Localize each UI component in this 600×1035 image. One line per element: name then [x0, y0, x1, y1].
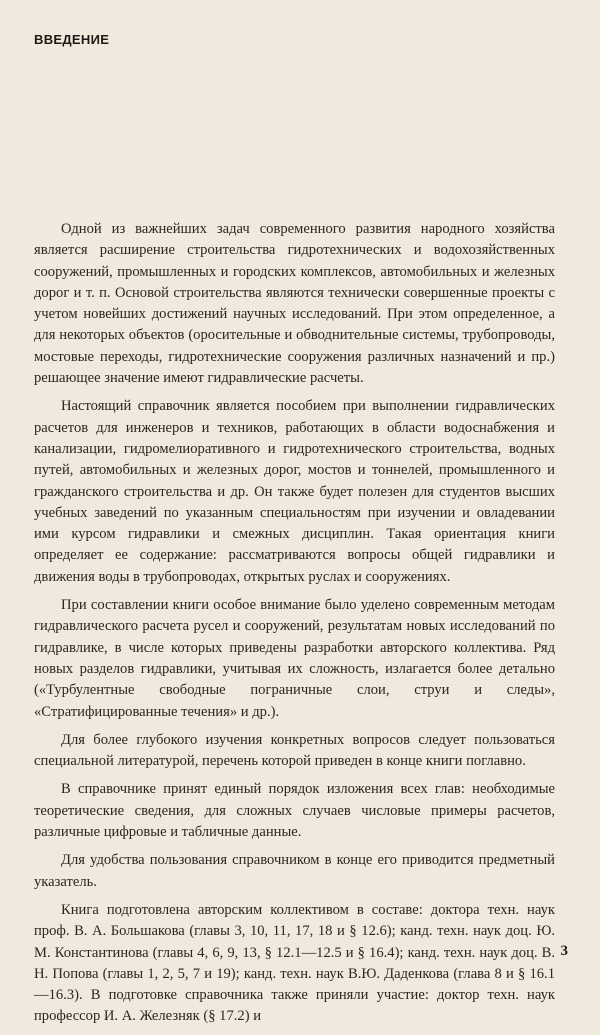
body-text — [34, 219, 555, 1035]
paragraph: Для удобства пользования справочником в конце его приводится предметный указатель. — [34, 852, 555, 890]
paragraph: При составлении книги особое внимание было уделено современным методам гидравлического расчета русел и сооружений, результатам новых исследований по гидравлике, в числе которых приведены разработки авторского коллектива. Ряд новых разделов гидравлики, учитывая их сложность, излагается более детально («Турбулентные свободные пограничные слои, струи и следы», «Стратифицированные течения» и др.). — [34, 597, 555, 720]
page-number: 3 — [560, 943, 568, 959]
paragraph: Настоящий справочник является пособием при выполнении гидравлических расчетов для инженеров и техников, работающих в области водоснабжения и канализации, гидромелиоративного и гидротехнического строительства, водных путей, автомобильных и железных дорог, мостов и тоннелей, промышленного и гражданского строительства и др. Он также будет полезен для студентов высших учебных заведений по указанным специальностям при изучении и овладевании ими курсом гидравлики и смежных дисциплин. Такая ориентация книги определяет ее содержание: рассматриваются вопросы общей гидравлики и движения воды в трубопроводах, открытых руслах и сооружениях. — [34, 398, 555, 585]
chapter-heading: ВВЕДЕНИЕ — [34, 32, 110, 47]
paragraph: Книга подготовлена авторским коллективом в составе: доктора техн. наук проф. В. А. Большакова (главы 3, 10, 11, 17, 18 и § 12.6); канд. техн. наук доц. Ю. М. Константинова (главы 4, 6, 9, 13, § 12.1—12.5 и § 16.4); канд. техн. наук доц. В. Н. Попова (главы 1, 2, 5, 7 и 19); канд. техн. наук В.Ю. Даденкова (глава 8 и § 16.1—16.3). В подготовке справочника также приняли участие: доктор техн. наук профессор И. А. Железняк (§ 17.2) и — [34, 901, 555, 1025]
paragraph: В справочнике принят единый порядок изложения всех глав: необходимые теоретические сведения, для сложных случаев числовые примеры расчетов, различные цифровые и табличные данные. — [34, 781, 555, 841]
paragraph: Для более глубокого изучения конкретных вопросов следует пользоваться специальной литературой, перечень которой приведен в конце книги поглавно. — [34, 731, 555, 770]
paragraph: Одной из важнейших задач современного развития народного хозяйства является расширение строительства гидротехнических и водохозяйственных сооружений, промышленных и городских комплексов, автомобильных и железных дорог и т. п. Основой строительства являются технически совершенные проекты с учетом новейших достижений научных исследований. При этом определенное, а для некоторых объектов (оросительные и обводнительные системы, трубопроводы, мостовые переходы, гидротехнические сооружения различных назначений и пр.) решающее значение имеют гидравлические расчеты. — [34, 221, 555, 387]
